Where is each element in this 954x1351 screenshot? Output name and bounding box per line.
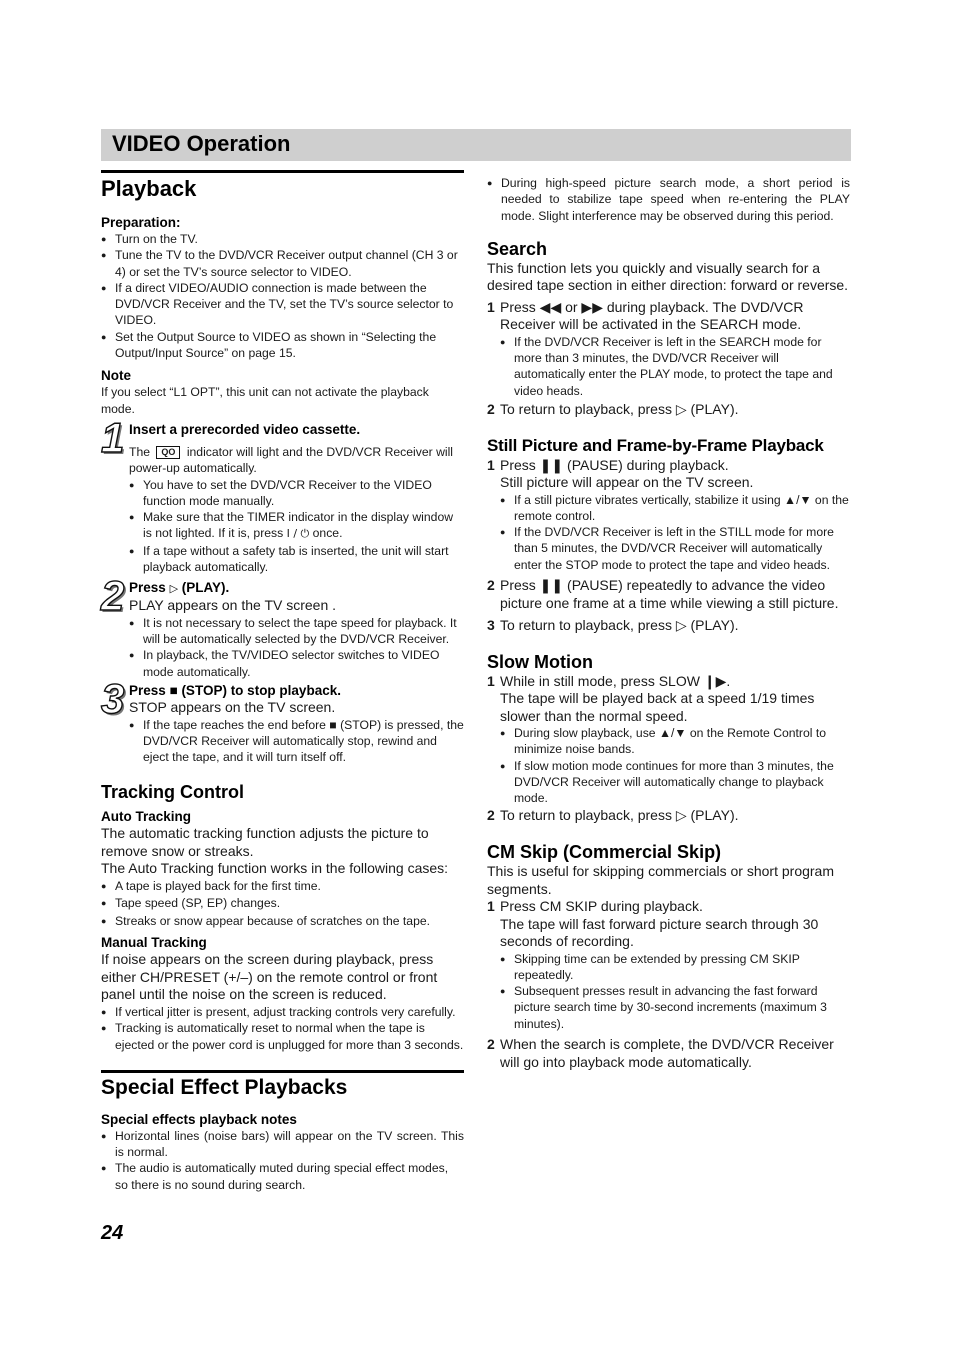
step-number: 1 [487, 456, 495, 473]
note-label: Note [101, 368, 131, 384]
list-item: ● During slow playback, use ▲/▼ on the Remote Control to minimize noise bands. [500, 725, 850, 758]
step-2 [101, 572, 464, 680]
still-step-3 [487, 617, 850, 635]
list-item: ● If a direct VIDEO/AUDIO connection is made between the DVD/VCR Receiver and the TV, set the TV’s source selector to VIDEO. [101, 280, 464, 329]
slow-step-1-bullets [487, 725, 850, 806]
step-text: Still picture will appear on the TV screen. [500, 474, 754, 491]
step-text: To return to playback, press ▷ (PLAY). [500, 401, 739, 418]
auto-tracking-label: Auto Tracking [101, 809, 192, 825]
section-title: VIDEO Operation [112, 131, 291, 156]
vcr-indicator-icon: QO [156, 446, 180, 459]
step-number: 1 [101, 413, 125, 461]
page-number: 24 [101, 1222, 124, 1244]
step-text: Press CM SKIP during playback. [500, 898, 703, 915]
bullet-text-part: once. [312, 526, 343, 541]
cm-step-2 [487, 1036, 850, 1071]
manual-tracking-list [101, 1004, 464, 1053]
step-number: 2 [487, 1036, 495, 1053]
list-item: ● Tracking is automatically reset to normal when the tape is ejected or the power cord is unplugged for more than 3 seconds. [101, 1020, 464, 1053]
still-step-2 [487, 577, 850, 612]
left-column [101, 170, 464, 1193]
power-icon: I / ⏻ [286, 527, 310, 541]
special-notes-continued [487, 175, 850, 224]
section-banner [101, 129, 851, 161]
step-1 [101, 413, 464, 575]
list-item: ● You have to set the DVD/VCR Receiver to the VIDEO function mode manually. [129, 477, 464, 510]
list-item: ● If the DVD/VCR Receiver is left in the SEARCH mode for more than 3 minutes, the DVD/VCR Receiver will automatically enter the PLAY mode, to protect the tape and video heads. [500, 334, 850, 399]
tracking-heading: Tracking Control [101, 782, 245, 803]
list-item: ● Subsequent presses result in advancing the fast forward picture search time by 30-second increments (maximum 3 minutes). [500, 983, 850, 1032]
list-item: ● If slow motion mode continues for more than 3 minutes, the DVD/VCR Receiver will automatically change to playback mode. [500, 758, 850, 807]
step-title-part: Press [129, 580, 166, 596]
step-text: The tape will be played back at a speed 1/19 times slower than the normal speed. [500, 690, 815, 724]
right-column [487, 175, 850, 1071]
list-item: ● Turn on the TV. [101, 231, 464, 247]
step-title-part: (PLAY). [181, 580, 230, 596]
step-text-part: The [129, 444, 151, 459]
search-step-1-bullets [487, 334, 850, 399]
still-step-1 [487, 457, 850, 492]
list-item: ● In playback, the TV/VIDEO selector switches to VIDEO mode automatically. [129, 647, 464, 680]
step-number: 1 [487, 672, 495, 689]
search-intro: This function lets you quickly and visually search for a desired tape section in either direction: forward or reverse. [487, 259, 849, 294]
step-text: Press ❚❚ (PAUSE) during playback. [500, 456, 729, 473]
step-text: When the search is complete, the DVD/VCR Receiver will go into playback mode automatically. [500, 1036, 834, 1070]
cm-skip-heading: CM Skip (Commercial Skip) [487, 842, 722, 863]
still-picture-heading: Still Picture and Frame-by-Frame Playback [487, 435, 824, 455]
step-number: 1 [487, 898, 495, 915]
play-icon: ▷ [169, 582, 179, 596]
playback-heading: Playback [101, 170, 464, 202]
list-item: ● During high-speed picture search mode, a short period is needed to stabilize tape speed when re-entering the PLAY mode. Slight interference may be observed during this period. [487, 175, 850, 224]
list-item: ● It is not necessary to select the tape speed for playback. It will be automatically selected by the DVD/VCR Receiver. [129, 615, 464, 648]
cm-step-1-bullets [487, 951, 850, 1032]
slow-step-2 [487, 807, 850, 825]
step-title: Press ■ (STOP) to stop playback. [129, 683, 341, 699]
still-step-1-bullets [487, 492, 850, 573]
step-number: 2 [101, 572, 125, 620]
step-title: Insert a prerecorded video cassette. [129, 421, 361, 437]
step-number: 3 [101, 675, 125, 723]
slow-step-1 [487, 673, 850, 726]
step-text: The tape will fast forward picture search through 30 seconds of recording. [500, 915, 819, 950]
special-notes-label: Special effects playback notes [101, 1111, 297, 1127]
list-item: ● A tape is played back for the first time. [101, 878, 464, 896]
list-item [129, 509, 464, 543]
step-text: To return to playback, press ▷ (PLAY). [500, 806, 739, 823]
search-heading: Search [487, 238, 548, 259]
step-number: 2 [487, 401, 495, 418]
list-item: ● Tape speed (SP, EP) changes. [101, 895, 464, 913]
manual-tracking-label: Manual Tracking [101, 935, 207, 951]
step-number: 1 [487, 298, 495, 315]
list-item: ● Set the Output Source to VIDEO as shown in “Selecting the Output/Input Source” on page 15. [101, 329, 464, 362]
step-text: PLAY appears on the TV screen . [129, 597, 337, 614]
special-effect-heading: Special Effect Playbacks [101, 1070, 464, 1101]
list-item: ● If the tape reaches the end before ■ (STOP) is pressed, the DVD/VCR Receiver will automatically stop, rewind and eject the tape, and it will turn itself off. [129, 717, 464, 766]
auto-tracking-list [101, 878, 464, 931]
list-item: ● If a tape without a safety tab is inserted, the unit will start playback automatically. [129, 543, 464, 576]
special-notes-list [101, 1128, 464, 1193]
step-title [129, 579, 464, 597]
preparation-label: Preparation: [101, 215, 181, 230]
list-item: ● If the DVD/VCR Receiver is left in the STILL mode for more than 5 minutes, the DVD/VCR Receiver will automatically enter the STOP mode to protect the tape and video heads. [500, 524, 850, 573]
step-text: STOP appears on the TV screen. [129, 699, 336, 716]
step-bullets [129, 717, 464, 766]
list-item: ● Tune the TV to the DVD/VCR Receiver output channel (CH 3 or 4) or set the TV’s source selector to VIDEO. [101, 247, 464, 280]
list-item: ● Streaks or snow appear because of scratches on the tape. [101, 913, 464, 931]
step-text: Press ◀◀ or ▶▶ during playback. The DVD/VCR Receiver will be activated in the SEARCH mode. [500, 298, 804, 333]
list-item: ● If vertical jitter is present, adjust tracking controls very carefully. [101, 1004, 464, 1020]
cm-step-1 [487, 898, 850, 951]
step-text [129, 444, 464, 477]
list-item: ● Skipping time can be extended by pressing CM SKIP repeatedly. [500, 951, 850, 984]
step-number: 2 [487, 577, 495, 594]
search-step-1 [487, 299, 850, 334]
auto-tracking-cases: The Auto Tracking function works in the following cases: [101, 860, 449, 877]
step-text-part: indicator will light and the DVD/VCR Receiver will power-up automatically. [129, 444, 454, 476]
list-item: ● Horizontal lines (noise bars) will appear on the TV screen. This is normal. [101, 1128, 464, 1161]
list-item: ● If a still picture vibrates vertically, stabilize it using ▲/▼ on the remote control. [500, 492, 850, 525]
slow-motion-heading: Slow Motion [487, 651, 593, 672]
search-step-2 [487, 401, 850, 419]
step-3 [101, 675, 464, 765]
bullet-text-part: Make sure that the TIMER indicator in the display window is not lighted. If it is, press [143, 510, 454, 541]
step-bullets [129, 615, 464, 680]
preparation-list [101, 231, 464, 361]
note-text: If you select “L1 OPT”, this unit can not activate the playback mode. [101, 385, 429, 416]
auto-tracking-text: The automatic tracking function adjusts the picture to remove snow or streaks. [101, 825, 429, 859]
step-number: 2 [487, 806, 495, 823]
step-number: 3 [487, 617, 495, 634]
step-bullets [129, 477, 464, 576]
list-item: ● The audio is automatically muted during special effect modes, so there is no sound during search. [101, 1160, 464, 1193]
step-text: To return to playback, press ▷ (PLAY). [500, 617, 739, 634]
step-text: While in still mode, press SLOW ❙▶. [500, 672, 731, 689]
cm-skip-intro: This is useful for skipping commercials or short program segments. [487, 863, 835, 897]
step-text: Press ❚❚ (PAUSE) repeatedly to advance the video picture one frame at a time while viewing a still picture. [500, 577, 839, 611]
manual-tracking-text: If noise appears on the screen during playback, press either CH/PRESET (+/–) on the remote control or front panel until the noise on the screen is reduced. [101, 951, 438, 1003]
